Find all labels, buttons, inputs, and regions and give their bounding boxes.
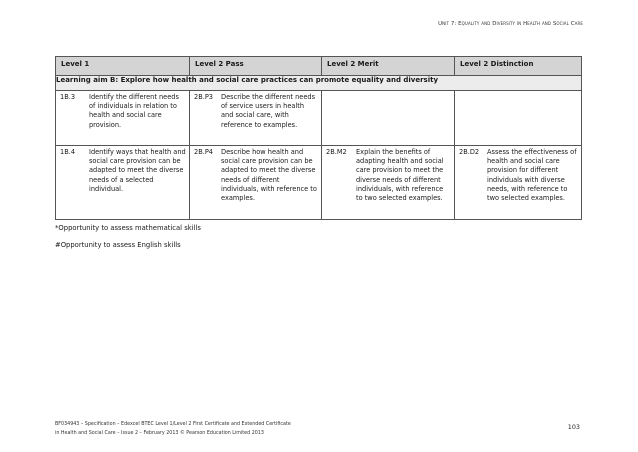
assessment-criteria-table	[55, 56, 582, 220]
criterion-cell	[56, 91, 190, 146]
column-header-level-2-distinction: Level 2 Distinction	[455, 57, 582, 76]
criterion-code: 1B.4	[60, 148, 76, 156]
column-header-level-1: Level 1	[56, 57, 190, 76]
table-header-row	[56, 57, 582, 76]
footer-line-1: BF034943 – Specification – Edexcel BTEC Level 1/Level 2 First Certificate and Extended Certificate	[55, 422, 291, 427]
running-header	[438, 21, 583, 27]
column-header-level-2-merit: Level 2 Merit	[322, 57, 455, 76]
criterion-code: 2B.P4	[194, 148, 213, 156]
learning-aim-title: Learning aim B: Explore how health and social care practices can promote equality and diversity	[56, 76, 582, 91]
page-number: 103	[567, 423, 580, 431]
criterion-text: Identify the different needs of individuals in relation to health and social care provision.	[89, 93, 179, 129]
criterion-text: Describe how health and social care provision can be adapted to meet the diverse needs of different individuals, with reference to examples.	[221, 148, 317, 203]
criterion-cell	[190, 146, 322, 220]
footer-line-2: in Health and Social Care – Issue 2 – February 2013 © Pearson Education Limited 2013	[55, 430, 264, 436]
table-row	[56, 91, 582, 146]
criterion-text: Describe the different needs of service users in health and social care, with reference to examples.	[221, 93, 316, 129]
learning-aim-row	[56, 76, 582, 91]
column-header-level-2-pass: Level 2 Pass	[190, 57, 322, 76]
criterion-cell	[190, 91, 322, 146]
criterion-cell	[56, 146, 190, 220]
note-maths-skills: *Opportunity to assess mathematical skills	[55, 224, 201, 232]
criterion-code: 2B.D2	[459, 148, 480, 156]
unit-title: Unit 7: Equality and Diversity in Health and Social Care	[438, 21, 583, 27]
criterion-code: 2B.P3	[194, 93, 213, 101]
criterion-code: 1B.3	[60, 93, 76, 101]
notes	[55, 220, 201, 254]
criterion-text: Identify ways that health and social care provision can be adapted to meet the diverse needs of a selected individual.	[89, 148, 186, 193]
criterion-code: 2B.M2	[326, 148, 347, 156]
note-english-skills: #Opportunity to assess English skills	[55, 241, 181, 249]
criterion-text: Assess the effectiveness of health and social care provision for different individuals with diverse needs, with reference to two selected examples.	[487, 148, 577, 203]
criterion-cell	[322, 146, 455, 220]
criterion-cell-empty	[455, 91, 582, 146]
page-footer	[55, 421, 291, 438]
table-row	[56, 146, 582, 220]
criterion-text: Explain the benefits of adapting health and social care provision to meet the diverse needs of different individuals, with reference to two selected examples.	[356, 148, 444, 203]
criterion-cell-empty	[322, 91, 455, 146]
criterion-cell	[455, 146, 582, 220]
